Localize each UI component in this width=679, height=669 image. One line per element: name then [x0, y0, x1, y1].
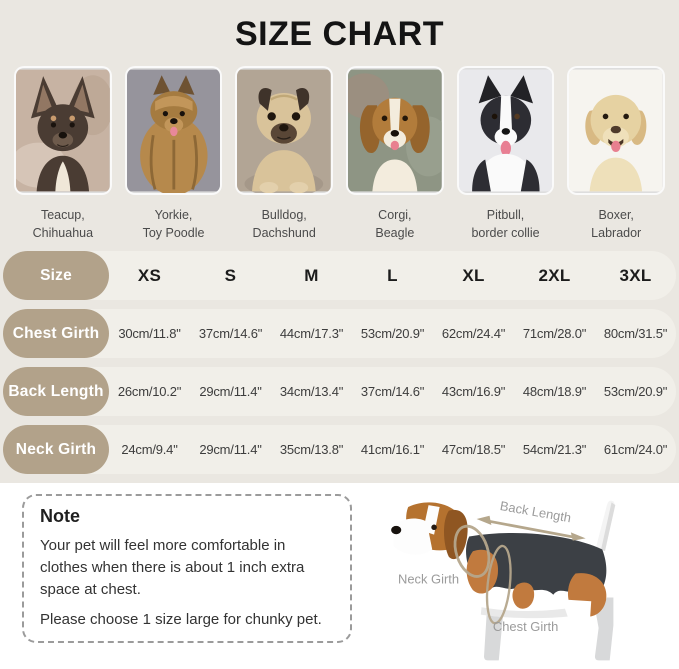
chest-girth-m: 44cm/17.3" [279, 326, 344, 341]
measurement-diagram-icon [362, 494, 667, 665]
size-value-xl: XL [462, 265, 485, 285]
back-length-m: 34cm/13.4" [279, 384, 344, 399]
pug-photo [235, 66, 333, 195]
chest-girth-xl: 62cm/24.4" [441, 326, 506, 341]
chihuahua-dog-icon [16, 68, 110, 193]
back-length-xl: 43cm/16.9" [441, 384, 506, 399]
back-length-l: 37cm/14.6" [360, 384, 425, 399]
table-row-chest-girth [3, 309, 676, 358]
chest-girth-s: 37cm/14.6" [198, 326, 263, 341]
back-length-s: 29cm/11.4" [199, 384, 262, 399]
back-length-3xl: 53cm/20.9" [603, 384, 668, 399]
border-collie-dog-icon [459, 68, 553, 193]
size-row-label: Size [3, 251, 109, 300]
neck-girth-3xl: 61cm/24.0" [603, 442, 668, 457]
breed-label-corgi: Corgi, Beagle [375, 208, 415, 240]
back-length-label: Back Length [498, 498, 573, 526]
breed-label-boxer: Boxer, Labrador [591, 208, 642, 240]
table-row-neck-girth [3, 425, 676, 474]
neck-girth-label: Neck Girth [397, 571, 460, 587]
chest-girth-3xl: 80cm/31.5" [603, 326, 668, 341]
size-value-s: S [224, 265, 237, 285]
size-value-xs: XS [137, 265, 162, 285]
breed-label-chihuahua: Teacup, Chihuahua [32, 208, 94, 240]
beagle-dog-icon [348, 68, 442, 193]
note-heading: Note [40, 506, 80, 526]
size-value-2xl: 2XL [538, 265, 571, 285]
size-value-3xl: 3XL [619, 265, 652, 285]
labrador-photo [567, 66, 665, 195]
size-value-l: L [387, 265, 398, 285]
breed-photos-row [0, 66, 679, 195]
chest-girth-label: Chest Girth [492, 618, 559, 634]
back-length-xs: 26cm/10.2" [117, 384, 182, 399]
pug-dog-icon [237, 68, 331, 193]
chest-girth-row-label: Chest Girth [3, 309, 109, 358]
neck-girth-xs: 24cm/9.4" [121, 442, 178, 457]
back-length-2xl: 48cm/18.9" [522, 384, 587, 399]
page-title: SIZE CHART [235, 15, 444, 53]
breed-label-pitbull: Pitbull, border collie [471, 208, 540, 240]
table-row-back-length [3, 367, 676, 416]
breed-labels-row [0, 207, 679, 242]
border-collie-photo [457, 66, 555, 195]
size-value-m: M [304, 265, 319, 285]
labrador-dog-icon [569, 68, 663, 193]
note-paragraph-1: Your pet will feel more comfortable in clothes when there is about 1 inch extra space at chest. [40, 537, 305, 598]
breed-label-bulldog: Bulldog, Dachshund [252, 208, 316, 240]
bottom-section [0, 483, 679, 665]
beagle-photo [346, 66, 444, 195]
yorkie-dog-icon [127, 68, 221, 193]
yorkie-photo [125, 66, 223, 195]
dog-measurement-diagram [362, 494, 679, 665]
chest-girth-xs: 30cm/11.8" [118, 326, 181, 341]
note-box [22, 494, 352, 643]
neck-girth-2xl: 54cm/21.3" [522, 442, 587, 457]
neck-girth-l: 41cm/16.1" [360, 442, 425, 457]
neck-girth-s: 29cm/11.4" [199, 442, 262, 457]
table-row-size [3, 251, 676, 300]
chest-girth-l: 53cm/20.9" [360, 326, 425, 341]
back-length-row-label: Back Length [3, 367, 109, 416]
chest-girth-2xl: 71cm/28.0" [522, 326, 587, 341]
breed-label-yorkie: Yorkie, Toy Poodle [142, 208, 205, 240]
neck-girth-xl: 47cm/18.5" [441, 442, 506, 457]
neck-girth-row-label: Neck Girth [3, 425, 109, 474]
neck-girth-m: 35cm/13.8" [279, 442, 344, 457]
size-table [0, 251, 679, 474]
chihuahua-photo [14, 66, 112, 195]
note-paragraph-2: Please choose 1 size large for chunky pet. [40, 611, 322, 629]
